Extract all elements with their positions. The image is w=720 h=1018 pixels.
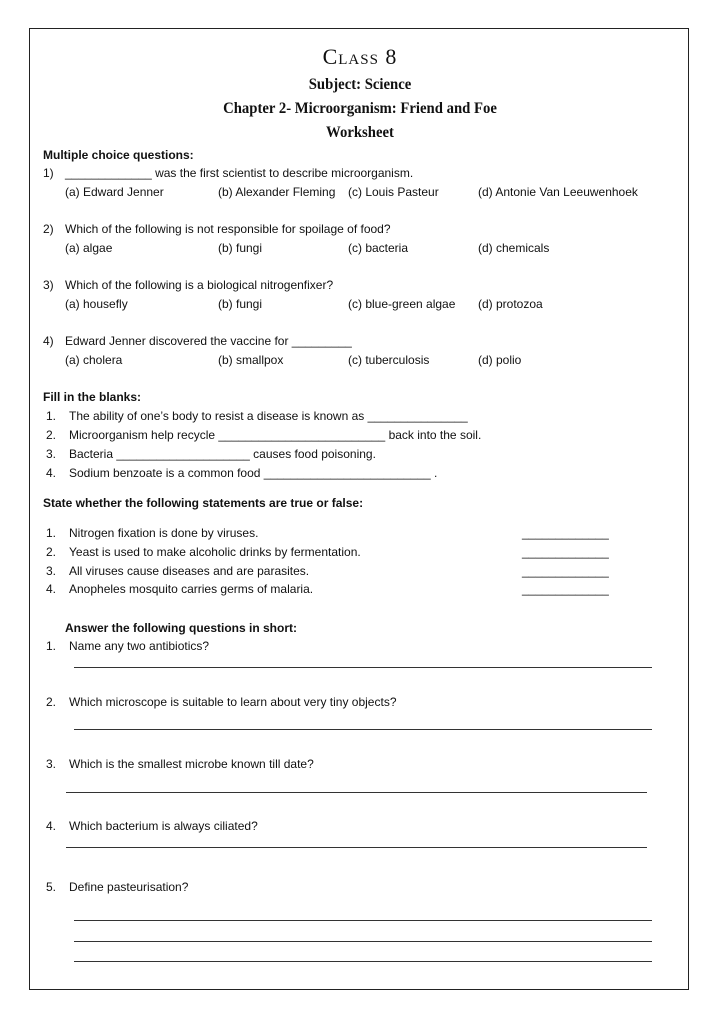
option-b: (b) fungi	[218, 297, 263, 311]
short-number: 4.	[46, 819, 57, 833]
truefalse-heading: State whether the following statements are true or false:	[43, 496, 364, 510]
fill-heading: Fill in the blanks:	[43, 390, 142, 404]
fill-text: Sodium benzoate is a common food _________________________ .	[69, 466, 438, 480]
answer-line	[74, 667, 652, 668]
option-b: (b) fungi	[218, 241, 263, 255]
tf-answer-blank: _____________	[522, 564, 609, 578]
option-c: (c) tuberculosis	[348, 353, 430, 367]
option-d: (d) polio	[478, 353, 522, 367]
short-question: Which microscope is suitable to learn about very tiny objects?	[69, 695, 397, 709]
fill-text: Microorganism help recycle _________________________ back into the soil.	[69, 428, 482, 442]
fill-number: 4.	[46, 466, 57, 480]
class-title: Class 8	[322, 44, 398, 69]
option-d: (d) Antonie Van Leeuwenhoek	[478, 185, 638, 199]
option-a: (a) housefly	[65, 297, 128, 311]
short-question: Name any two antibiotics?	[69, 639, 210, 653]
chapter-title: Chapter 2- Microorganism: Friend and Foe	[223, 100, 497, 117]
short-question: Define pasteurisation?	[69, 880, 189, 894]
question-number: 4)	[43, 334, 54, 348]
option-c: (c) Louis Pasteur	[348, 185, 439, 199]
worksheet-title: Worksheet	[326, 124, 394, 141]
tf-statement: Anopheles mosquito carries germs of malaria.	[69, 582, 314, 596]
answer-line	[66, 792, 647, 793]
tf-statement: All viruses cause diseases and are parasites.	[69, 564, 310, 578]
tf-number: 1.	[46, 526, 57, 540]
question-text: _____________ was the first scientist to describe microorganism.	[65, 166, 414, 180]
question-number: 3)	[43, 278, 54, 292]
short-number: 3.	[46, 757, 57, 771]
question-number: 2)	[43, 222, 54, 236]
option-c: (c) blue-green algae	[348, 297, 456, 311]
tf-statement: Nitrogen fixation is done by viruses.	[69, 526, 259, 540]
short-question: Which is the smallest microbe known till date?	[69, 757, 314, 771]
question-text: Which of the following is not responsible for spoilage of food?	[65, 222, 391, 236]
fill-number: 3.	[46, 447, 57, 461]
question-text: Which of the following is a biological nitrogenfixer?	[65, 278, 334, 292]
option-a: (a) cholera	[65, 353, 123, 367]
option-c: (c) bacteria	[348, 241, 409, 255]
answer-line	[74, 941, 652, 942]
answer-line	[74, 961, 652, 962]
short-number: 1.	[46, 639, 57, 653]
option-a: (a) algae	[65, 241, 113, 255]
answer-line	[74, 920, 652, 921]
question-text: Edward Jenner discovered the vaccine for _________	[65, 334, 352, 348]
short-number: 2.	[46, 695, 57, 709]
tf-number: 3.	[46, 564, 57, 578]
short-number: 5.	[46, 880, 57, 894]
answer-line	[66, 847, 647, 848]
fill-number: 1.	[46, 409, 57, 423]
option-a: (a) Edward Jenner	[65, 185, 164, 199]
short-question: Which bacterium is always ciliated?	[69, 819, 258, 833]
option-d: (d) protozoa	[478, 297, 543, 311]
tf-statement: Yeast is used to make alcoholic drinks by fermentation.	[69, 545, 361, 559]
option-d: (d) chemicals	[478, 241, 550, 255]
fill-number: 2.	[46, 428, 57, 442]
tf-answer-blank: _____________	[522, 582, 609, 596]
mcq-heading: Multiple choice questions:	[43, 148, 194, 162]
short-heading: Answer the following questions in short:	[65, 621, 298, 635]
fill-text: The ability of one’s body to resist a disease is known as _______________	[69, 409, 468, 423]
question-number: 1)	[43, 166, 54, 180]
subject-title: Subject: Science	[308, 76, 412, 93]
option-b: (b) Alexander Fleming	[218, 185, 336, 199]
tf-answer-blank: _____________	[522, 526, 609, 540]
fill-text: Bacteria ____________________ causes food poisoning.	[69, 447, 376, 461]
tf-number: 4.	[46, 582, 57, 596]
tf-number: 2.	[46, 545, 57, 559]
tf-answer-blank: _____________	[522, 545, 609, 559]
option-b: (b) smallpox	[218, 353, 284, 367]
answer-line	[74, 729, 652, 730]
